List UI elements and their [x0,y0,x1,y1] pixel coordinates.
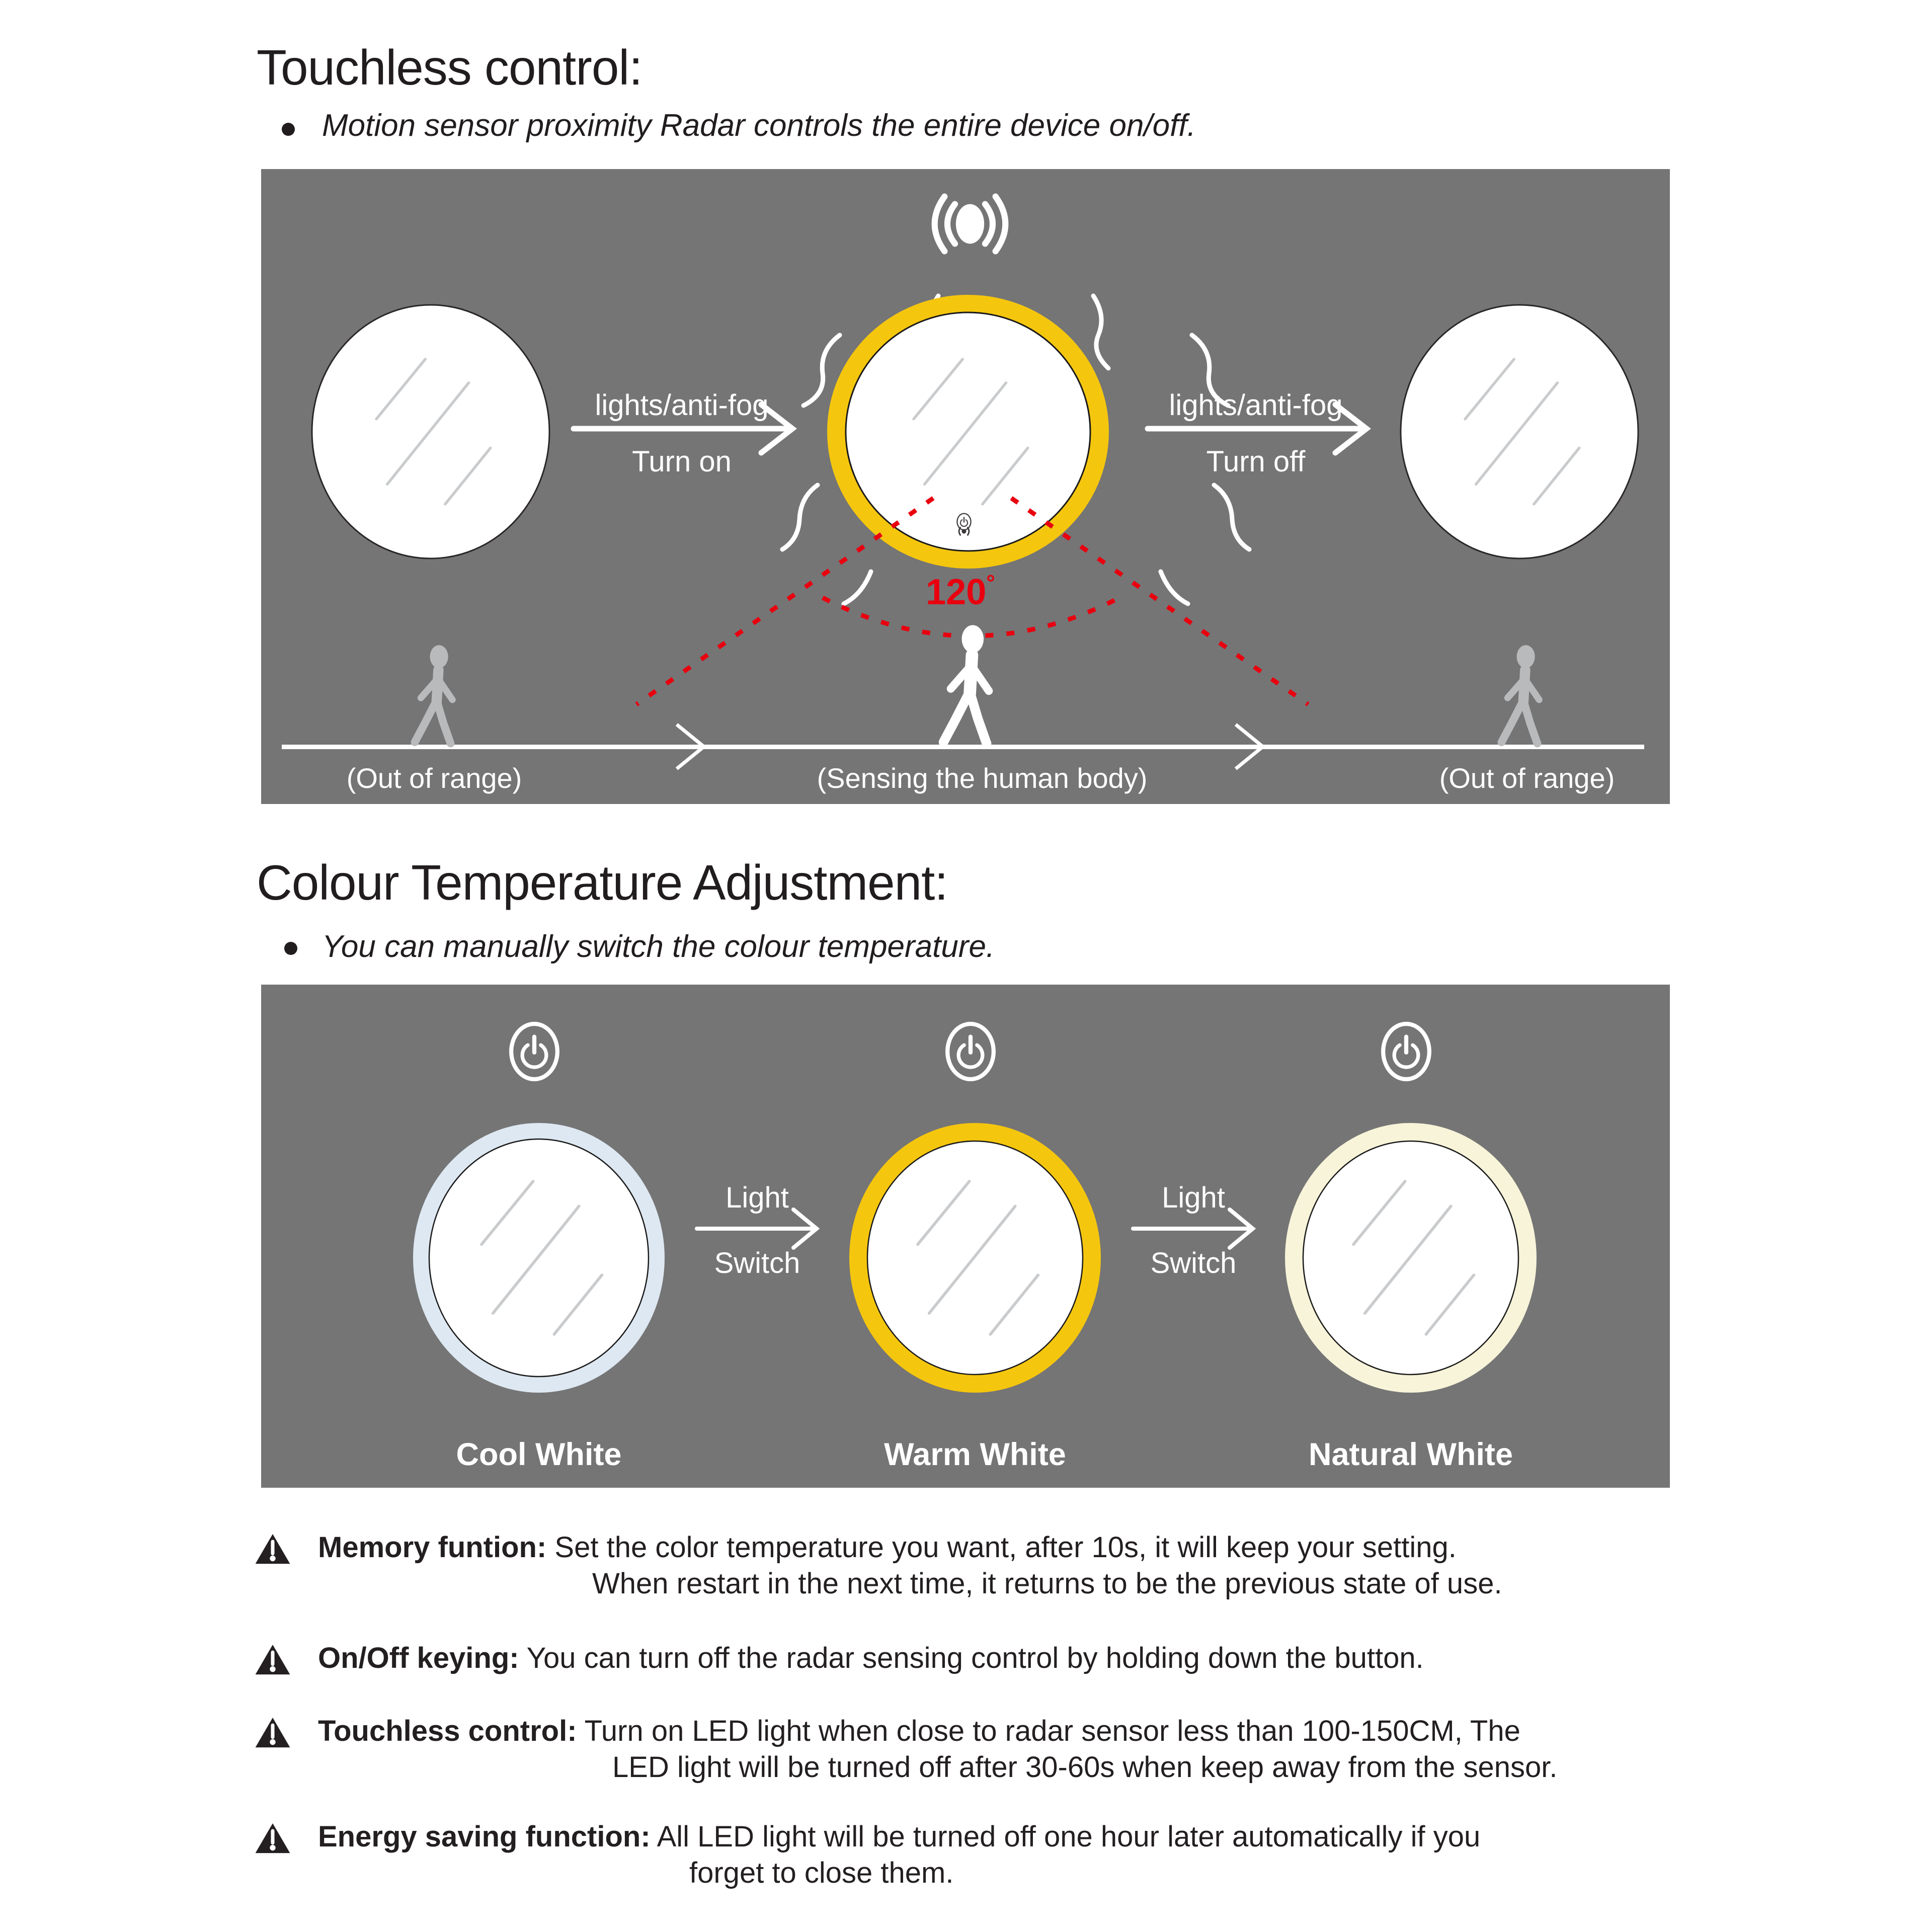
person-sensing [943,625,989,743]
section1-title: Touchless control: [257,40,642,95]
note-label: Energy saving function: [318,1820,651,1853]
note-onoff-keying [254,1640,1703,1676]
person-out-of-range-right [1501,645,1539,743]
note-energy-saving [254,1819,1703,1891]
person-out-of-range-left [415,645,452,743]
warning-icon [254,1643,291,1676]
note-body-line2: LED light will be turned off after 30-60s when keep away from the sensor. [612,1751,1558,1784]
touchless-diagram-graphics [261,169,1670,804]
mirror-on-center [827,295,1109,569]
note-label: Memory funtion: [318,1531,547,1564]
label-cool-white: Cool White [456,1437,622,1472]
note-body: All LED light will be turned off one hour later automatically if you [657,1820,1481,1853]
note-label: Touchless control: [318,1715,577,1747]
light-switch-arrow-1 [697,1210,817,1248]
bullet-dot [284,942,297,955]
switch-label-2: Switch [1150,1247,1237,1279]
section1-bullet: Motion sensor proximity Radar controls the entire device on/off. [322,108,1196,143]
note-text [318,1819,1703,1855]
light-label-2: Light [1162,1181,1225,1214]
radar-waves-icon [935,197,1006,252]
turn-on-arrow-label: lights/anti-fog [595,389,769,422]
caption-out-of-range-right: (Out of range) [1439,762,1615,794]
note-text [318,1640,1703,1676]
power-button-icon-natural[interactable] [1383,1024,1429,1079]
note-text [318,1713,1703,1749]
note-label: On/Off keying: [318,1642,519,1674]
mirror-cool-white [413,1123,665,1393]
section2-bullet: You can manually switch the colour temperature. [322,929,995,964]
notes-section [254,1530,1703,1891]
bullet-dot [282,123,295,136]
note-body: Turn on LED light when close to radar sensor less than 100-150CM, The [584,1715,1520,1747]
caption-sensing: (Sensing the human body) [817,762,1148,794]
light-switch-arrow-2 [1133,1210,1253,1248]
note-body: You can turn off the radar sensing control by holding down the button. [526,1642,1424,1674]
note-body-line2: forget to close them. [689,1857,954,1889]
mirror-off-right [1401,305,1638,558]
label-warm-white: Warm White [884,1437,1066,1472]
note-text [318,1530,1703,1566]
turn-on-label: Turn on [632,445,732,478]
colour-temperature-graphics [261,985,1670,1488]
caption-out-of-range-left: (Out of range) [346,762,522,794]
note-body: Set the color temperature you want, after 10s, it will keep your setting. [554,1531,1457,1564]
mirror-off-left [312,305,549,558]
warning-icon [254,1716,291,1749]
label-natural-white: Natural White [1308,1437,1513,1472]
turn-off-label: Turn off [1206,445,1306,478]
power-button-icon-cool[interactable] [511,1024,557,1079]
switch-label-1: Switch [714,1247,800,1279]
mirror-natural-white [1285,1123,1537,1393]
mirror-warm-white [849,1123,1101,1393]
note-memory-function [254,1530,1703,1602]
turn-off-arrow-label: lights/anti-fog [1169,389,1343,422]
note-touchless-control [254,1713,1703,1786]
colour-temperature-panel [261,985,1670,1488]
touchless-diagram-panel [261,169,1670,804]
section2-title: Colour Temperature Adjustment: [257,855,948,910]
sensor-angle-label: 120° [926,571,995,612]
note-body-line2: When restart in the next time, it returns to be the previous state of use. [592,1567,1502,1600]
warning-icon [254,1533,291,1566]
warning-icon [254,1822,291,1855]
power-button-icon-warm[interactable] [947,1024,994,1079]
light-label-1: Light [726,1181,789,1214]
